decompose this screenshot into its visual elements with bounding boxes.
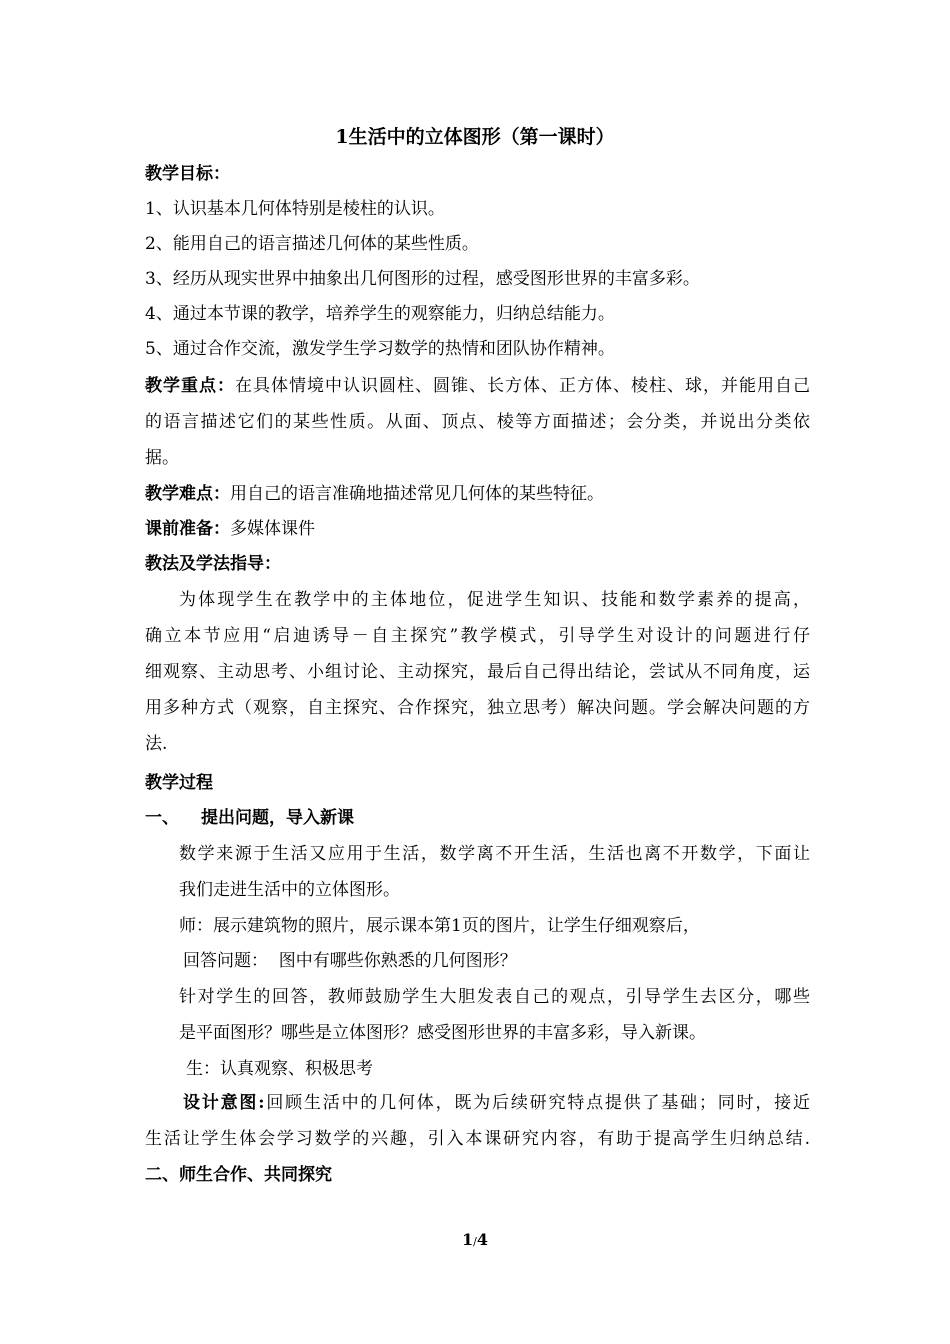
process-heading: 教学过程 <box>145 773 213 793</box>
difficulty-line <box>145 482 810 506</box>
method-line: 细观察、主动思考、小组讨论、主动探究，最后自己得出结论，尝试从不同角度，运 <box>145 662 810 682</box>
preparation-line <box>145 517 810 541</box>
page-title: 1生活中的立体图形（第一课时） <box>335 126 615 148</box>
key-points-line: 的语言描述它们的某些性质。从面、顶点、棱等方面描述；会分类，并说出分类依 <box>145 412 810 432</box>
design-intent-text: 回顾生活中的几何体，既为后续研究特点提供了基础；同时，接近 <box>264 1093 810 1113</box>
objective-item: 5、通过合作交流，激发学生学习数学的热情和团队协作精神。 <box>145 339 615 359</box>
method-line: 用多种方式（观察，自主探究、合作探究，独立思考）解决问题。学会解决问题的方 <box>145 698 810 718</box>
section1-line: 针对学生的回答，教师鼓励学生大胆发表自己的观点，引导学生去区分，哪些 <box>179 987 810 1007</box>
objectives-heading: 教学目标： <box>145 164 230 184</box>
section2-heading: 二、师生合作、共同探究 <box>145 1165 332 1185</box>
key-points-label: 教学重点： <box>145 376 235 396</box>
section1-line: 是平面图形？哪些是立体图形？感受图形世界的丰富多彩，导入新课。 <box>179 1023 706 1043</box>
section1-line: 师：展示建筑物的照片，展示课本第1页的图片，让学生仔细观察后， <box>179 916 700 936</box>
method-line: 法. <box>145 734 168 754</box>
section1-line: 生：认真观察、积极思考 <box>186 1059 373 1079</box>
preparation-label: 课前准备： <box>145 519 230 539</box>
difficulty-label: 教学难点： <box>145 484 230 504</box>
page-separator: / <box>473 1235 477 1248</box>
page-total: 4 <box>476 1230 488 1249</box>
key-points-text: 在具体情境中认识圆柱、圆锥、长方体、正方体、棱柱、球，并能用自己 <box>235 376 810 396</box>
design-intent-label: 设计意图: <box>183 1093 265 1113</box>
preparation-text: 多媒体课件 <box>230 519 315 539</box>
key-points-line: 据。 <box>145 448 179 468</box>
section1-number: 一、 <box>145 808 179 828</box>
page-current: 1 <box>462 1230 474 1249</box>
difficulty-text: 用自己的语言准确地描述常见几何体的某些特征。 <box>230 484 604 504</box>
method-line: 为体现学生在教学中的主体地位，促进学生知识、技能和数学素养的提高， <box>179 590 810 610</box>
method-heading: 教法及学法指导： <box>145 554 281 574</box>
design-intent-line <box>183 1091 810 1115</box>
section1-title: 提出问题，导入新课 <box>201 808 354 828</box>
page-number <box>0 1229 950 1253</box>
objective-item: 4、通过本节课的教学，培养学生的观察能力，归纳总结能力。 <box>145 304 615 324</box>
objective-item: 3、经历从现实世界中抽象出几何图形的过程，感受图形世界的丰富多彩。 <box>145 269 700 289</box>
method-line: 确立本节应用“启迪诱导－自主探究”教学模式，引导学生对设计的问题进行仔 <box>145 626 810 646</box>
objective-item: 2、能用自己的语言描述几何体的某些性质。 <box>145 234 479 254</box>
key-points-line <box>145 374 810 398</box>
design-intent-line: 生活让学生体会学习数学的兴趣，引入本课研究内容，有助于提高学生归纳总结. <box>145 1129 810 1149</box>
section1-line: 数学来源于生活又应用于生活，数学离不开生活，生活也离不开数学，下面让 <box>179 844 810 864</box>
section1-heading <box>145 806 810 830</box>
section1-line: 我们走进生活中的立体图形。 <box>179 880 400 900</box>
section1-line: 回答问题： 图中有哪些你熟悉的几何图形？ <box>183 951 517 971</box>
objective-item: 1、认识基本几何体特别是棱柱的认识。 <box>145 199 445 219</box>
